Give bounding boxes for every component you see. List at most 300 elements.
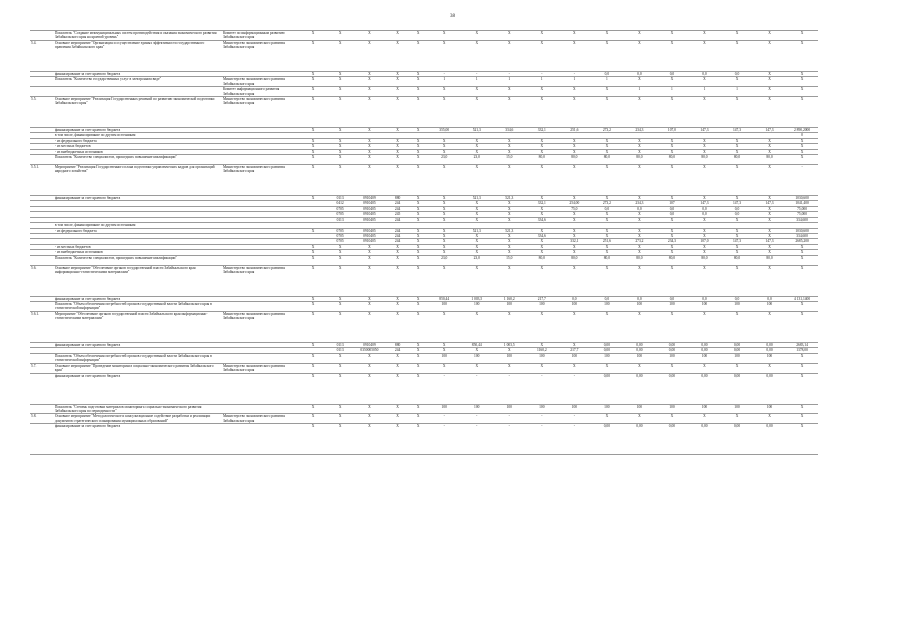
value-cell: 0,00: [753, 348, 786, 353]
value-cell: Х: [352, 72, 387, 77]
value-cell: 0,00: [688, 348, 721, 353]
value-cell: 234,3: [656, 239, 689, 244]
value-cell: Х: [526, 228, 559, 233]
value-cell: -: [526, 414, 559, 424]
row-number-cell: [30, 404, 54, 414]
value-cell: Х: [656, 77, 689, 87]
value-cell: 23,0: [460, 255, 493, 265]
value-cell: Х: [786, 144, 819, 149]
value-cell: 100: [460, 301, 493, 311]
value-cell: 1: [591, 77, 624, 87]
value-cell: Х: [688, 77, 721, 87]
value-cell: Х: [460, 201, 493, 206]
value-cell: Х: [408, 311, 428, 342]
value-cell: Х: [428, 311, 461, 342]
value-cell: Х: [558, 244, 591, 249]
value-cell: Х: [408, 239, 428, 244]
value-cell: Х: [591, 165, 624, 196]
value-cell: Х: [460, 239, 493, 244]
value-cell: Х: [352, 255, 387, 265]
value-cell: Х: [387, 72, 409, 77]
value-cell: 850,44: [428, 296, 461, 301]
value-cell: Х: [428, 265, 461, 296]
value-cell: Х: [753, 228, 786, 233]
table-row: [30, 424, 877, 455]
value-cell: Х: [408, 265, 428, 296]
value-cell: 244: [387, 233, 409, 238]
value-cell: Х: [352, 77, 387, 87]
value-cell: 100: [558, 404, 591, 414]
value-cell: 100: [623, 404, 656, 414]
value-cell: 0910405: [352, 228, 387, 233]
value-cell: 100: [493, 301, 526, 311]
value-cell: Х: [721, 138, 754, 143]
value-cell: Х: [656, 217, 689, 222]
value-cell: Х: [753, 165, 786, 196]
value-cell: Х: [408, 72, 428, 77]
value-cell: Х: [328, 244, 352, 249]
value-cell: 0,0: [721, 206, 754, 211]
value-cell: Х: [352, 311, 387, 342]
value-cell: 0910405: [352, 212, 387, 217]
value-cell: Х: [408, 348, 428, 353]
value-cell: Х: [558, 31, 591, 41]
value-cell: Х: [352, 296, 387, 301]
value-cell: Х: [688, 97, 721, 128]
value-cell: Х: [753, 206, 786, 211]
value-cell: Х: [408, 244, 428, 249]
value-cell: Х: [298, 244, 328, 249]
value-cell: Х: [328, 72, 352, 77]
value-cell: 0910405: [352, 201, 387, 206]
page-number: 38: [450, 14, 455, 19]
value-cell: Х: [623, 165, 656, 196]
value-cell: 0910405: [352, 206, 387, 211]
value-cell: 75,000: [786, 206, 819, 211]
value-cell: 0,00: [656, 342, 689, 347]
value-cell: Х: [298, 144, 328, 149]
value-cell: Х: [526, 250, 559, 255]
value-cell: Х: [753, 363, 786, 373]
value-cell: Х: [328, 97, 352, 128]
value-cell: 1: [688, 87, 721, 97]
row-name-cell: Показатель "Объем обеспечения потребностей органов государственной власти Забайкальского края в статистической информации": [54, 301, 222, 311]
value-cell: Х: [688, 363, 721, 373]
value-cell: Х: [753, 233, 786, 238]
table-row: [30, 77, 877, 87]
value-cell: Х: [753, 311, 786, 342]
value-cell: 334,6: [526, 233, 559, 238]
value-cell: Х: [298, 353, 328, 363]
value-cell: Х: [786, 265, 819, 296]
value-cell: 0350005050: [352, 348, 387, 353]
value-cell: Х: [387, 149, 409, 154]
value-cell: -: [526, 424, 559, 455]
value-cell: Х: [460, 363, 493, 373]
executor-cell: Комитет по информационным развитию Забайкальского края: [222, 31, 298, 41]
value-cell: 80,0: [526, 255, 559, 265]
value-cell: Х: [428, 165, 461, 196]
value-cell: 100: [656, 404, 689, 414]
value-cell: Х: [721, 250, 754, 255]
row-name-cell: Показатель "Степень подготовки материалов мониторинга социально-экономического развития Забайкальского края по периодичности": [54, 404, 222, 414]
row-number-cell: 5.6.1.: [30, 311, 54, 342]
value-cell: Х: [688, 414, 721, 424]
value-cell: -: [460, 424, 493, 455]
value-cell: 234,3: [623, 128, 656, 133]
value-cell: Х: [387, 31, 409, 41]
value-cell: 0910405: [352, 233, 387, 238]
row-name-cell: - из внебюджетных источников: [54, 250, 222, 255]
value-cell: 0705: [328, 206, 352, 211]
value-cell: 334,600: [786, 233, 819, 238]
value-cell: Х: [460, 206, 493, 211]
value-cell: Х: [688, 31, 721, 41]
value-cell: Х: [591, 138, 624, 143]
value-cell: Х: [428, 149, 461, 154]
value-cell: Х: [526, 149, 559, 154]
value-cell: Х: [328, 373, 352, 404]
value-cell: Х: [656, 97, 689, 128]
value-cell: 217,7: [526, 296, 559, 301]
value-cell: Х: [428, 217, 461, 222]
value-cell: Х: [526, 87, 559, 97]
row-number-cell: 5.4.: [30, 41, 54, 72]
value-cell: Х: [493, 144, 526, 149]
value-cell: Х: [493, 250, 526, 255]
value-cell: Х: [352, 155, 387, 165]
value-cell: Х: [328, 301, 352, 311]
value-cell: 0,0: [688, 296, 721, 301]
value-cell: Х: [408, 149, 428, 154]
value-cell: Х: [328, 77, 352, 87]
value-cell: Х: [352, 149, 387, 154]
value-cell: 2685,200: [786, 239, 819, 244]
value-cell: 1: [623, 87, 656, 97]
value-cell: 0113: [328, 196, 352, 201]
value-cell: Х: [428, 97, 461, 128]
value-cell: 100: [656, 353, 689, 363]
value-cell: 332,1: [526, 128, 559, 133]
value-cell: Х: [656, 138, 689, 143]
value-cell: Х: [558, 41, 591, 72]
value-cell: Х: [526, 196, 559, 201]
value-cell: Х: [387, 424, 409, 455]
value-cell: Х: [623, 138, 656, 143]
value-cell: 0,00: [623, 342, 656, 347]
value-cell: 0,0: [688, 212, 721, 217]
value-cell: Х: [558, 138, 591, 143]
table-row: [30, 373, 877, 404]
value-cell: 217,7: [558, 348, 591, 353]
value-cell: Х: [753, 97, 786, 128]
value-cell: Х: [428, 348, 461, 353]
value-cell: Х: [753, 138, 786, 143]
value-cell: Х: [328, 353, 352, 363]
value-cell: Х: [558, 311, 591, 342]
value-cell: -: [428, 424, 461, 455]
value-cell: Х: [721, 77, 754, 87]
value-cell: Х: [623, 149, 656, 154]
value-cell: 100: [623, 353, 656, 363]
value-cell: Х: [428, 41, 461, 72]
value-cell: Х: [328, 87, 352, 97]
value-cell: Х: [721, 149, 754, 154]
value-cell: Х: [298, 77, 328, 87]
value-cell: 332,1: [558, 239, 591, 244]
value-cell: 0,0: [623, 72, 656, 77]
value-cell: -: [428, 72, 461, 77]
value-cell: 4 131,1400: [786, 296, 819, 301]
executor-cell: Министерство экономического развития Забайкальского края: [222, 41, 298, 72]
table-row: [30, 31, 877, 41]
value-cell: Х: [623, 31, 656, 41]
value-cell: Х: [688, 217, 721, 222]
value-cell: 251,6: [591, 239, 624, 244]
value-cell: Х: [688, 233, 721, 238]
value-cell: Х: [493, 97, 526, 128]
executor-cell: Министерство экономического развития Забайкальского края: [222, 311, 298, 342]
row-name-cell: финансирование за счет краевого бюджета: [54, 296, 222, 301]
value-cell: Х: [591, 265, 624, 296]
value-cell: Х: [786, 255, 819, 265]
value-cell: Х: [623, 265, 656, 296]
value-cell: Х: [328, 41, 352, 72]
value-cell: 0705: [328, 212, 352, 217]
value-cell: Х: [558, 342, 591, 347]
value-cell: Х: [493, 348, 526, 353]
value-cell: 23,0: [428, 255, 461, 265]
value-cell: 880: [387, 342, 409, 347]
value-cell: 100: [428, 353, 461, 363]
value-cell: 0,0: [688, 72, 721, 77]
value-cell: Х: [753, 72, 786, 77]
value-cell: Х: [408, 342, 428, 347]
value-cell: 0,0: [721, 296, 754, 301]
value-cell: Х: [428, 228, 461, 233]
value-cell: 1041,400: [786, 201, 819, 206]
value-cell: 23,0: [460, 155, 493, 165]
value-cell: Х: [558, 250, 591, 255]
value-cell: -: [526, 373, 559, 404]
value-cell: Х: [493, 149, 526, 154]
value-cell: Х: [688, 196, 721, 201]
value-cell: 100: [493, 353, 526, 363]
value-cell: Х: [623, 363, 656, 373]
table-row: [30, 404, 877, 414]
value-cell: Х: [558, 228, 591, 233]
value-cell: Х: [298, 196, 328, 201]
value-cell: Х: [328, 414, 352, 424]
value-cell: 100: [688, 301, 721, 311]
value-cell: 0910405: [352, 217, 387, 222]
value-cell: Х: [408, 144, 428, 149]
value-cell: 244: [387, 239, 409, 244]
row-name-cell: Основное мероприятие "Проведение мониторинга социально-экономического развития Забайкальского края": [54, 363, 222, 373]
value-cell: 1: [460, 77, 493, 87]
value-cell: Х: [591, 217, 624, 222]
value-cell: 1 003,5: [460, 296, 493, 301]
value-cell: Х: [558, 265, 591, 296]
value-cell: Х: [786, 373, 819, 404]
value-cell: Х: [688, 311, 721, 342]
value-cell: Х: [493, 138, 526, 143]
value-cell: 0,0: [591, 72, 624, 77]
value-cell: 147,3: [753, 201, 786, 206]
value-cell: Х: [387, 250, 409, 255]
value-cell: Х: [753, 265, 786, 296]
value-cell: 0,00: [623, 373, 656, 404]
value-cell: Х: [387, 414, 409, 424]
value-cell: Х: [428, 87, 461, 97]
value-cell: Х: [591, 414, 624, 424]
value-cell: Х: [493, 217, 526, 222]
row-name-cell: финансирование за счет краевого бюджета: [54, 72, 222, 77]
value-cell: 0,00: [721, 342, 754, 347]
value-cell: 245: [387, 212, 409, 217]
value-cell: 107: [656, 201, 689, 206]
table-row: [30, 301, 877, 311]
value-cell: Х: [786, 155, 819, 165]
row-name-cell: - из местных бюджетов: [54, 144, 222, 149]
value-cell: 0,00: [688, 424, 721, 455]
value-cell: Х: [352, 414, 387, 424]
value-cell: 244: [387, 348, 409, 353]
value-cell: Х: [493, 363, 526, 373]
value-cell: 147,3: [721, 239, 754, 244]
row-name-cell: финансирование за счет краевого бюджета: [54, 128, 222, 133]
value-cell: 100: [591, 353, 624, 363]
value-cell: 0,0: [721, 212, 754, 217]
value-cell: Х: [786, 414, 819, 424]
executor-cell: [222, 373, 298, 404]
value-cell: Х: [408, 155, 428, 165]
value-cell: Х: [591, 244, 624, 249]
row-number-cell: [30, 31, 54, 41]
row-name-cell: финансирование за счет краевого бюджета: [54, 424, 222, 455]
value-cell: 107,0: [688, 239, 721, 244]
value-cell: 100: [688, 404, 721, 414]
value-cell: Х: [656, 311, 689, 342]
value-cell: 100: [428, 301, 461, 311]
value-cell: 244: [387, 217, 409, 222]
value-cell: 80,0: [753, 155, 786, 165]
value-cell: 80,0: [721, 155, 754, 165]
value-cell: Х: [526, 138, 559, 143]
value-cell: Х: [786, 363, 819, 373]
value-cell: Х: [408, 404, 428, 414]
value-cell: -: [493, 373, 526, 404]
value-cell: -: [558, 373, 591, 404]
value-cell: Х: [408, 301, 428, 311]
value-cell: Х: [387, 138, 409, 143]
value-cell: Х: [460, 348, 493, 353]
value-cell: Х: [526, 265, 559, 296]
table-row: [30, 353, 877, 363]
value-cell: -: [460, 414, 493, 424]
value-cell: Х: [656, 31, 689, 41]
value-cell: Х: [721, 144, 754, 149]
value-cell: 147,3: [688, 201, 721, 206]
value-cell: Х: [558, 87, 591, 97]
value-cell: Х: [352, 165, 387, 196]
value-cell: 1: [493, 77, 526, 87]
value-cell: 23,0: [428, 155, 461, 165]
value-cell: 75,000: [786, 212, 819, 217]
value-cell: Х: [387, 301, 409, 311]
value-cell: Х: [428, 144, 461, 149]
value-cell: Х: [408, 212, 428, 217]
executor-cell: [222, 353, 298, 363]
value-cell: Х: [786, 311, 819, 342]
value-cell: Х: [721, 196, 754, 201]
value-cell: Х: [526, 97, 559, 128]
row-number-cell: [30, 87, 54, 97]
value-cell: Х: [408, 201, 428, 206]
value-cell: 521,3: [493, 228, 526, 233]
value-cell: 0,00: [656, 348, 689, 353]
value-cell: Х: [493, 41, 526, 72]
value-cell: Х: [328, 250, 352, 255]
row-name-cell: - из внебюджетных источников: [54, 149, 222, 154]
executor-cell: [222, 424, 298, 455]
value-cell: Х: [591, 97, 624, 128]
value-cell: 0113: [328, 342, 352, 347]
value-cell: 0,00: [688, 373, 721, 404]
value-cell: Х: [786, 97, 819, 128]
value-cell: 100: [753, 301, 786, 311]
value-cell: 273,2: [623, 239, 656, 244]
value-cell: Х: [328, 265, 352, 296]
value-cell: Х: [526, 244, 559, 249]
value-cell: Х: [591, 41, 624, 72]
value-cell: Х: [786, 31, 819, 41]
value-cell: Х: [656, 196, 689, 201]
value-cell: 2683,14: [786, 342, 819, 347]
value-cell: 0,0: [591, 296, 624, 301]
value-cell: -: [526, 72, 559, 77]
value-cell: -: [493, 72, 526, 77]
value-cell: 100: [721, 353, 754, 363]
row-number-cell: 5.5.1.: [30, 165, 54, 196]
value-cell: Х: [328, 128, 352, 133]
value-cell: Х: [428, 363, 461, 373]
row-name-cell: Мероприятие "Реализация Государственного плана подготовки управленческих кадров для организаций народного хозяйства": [54, 165, 222, 196]
table-row: [30, 255, 877, 265]
value-cell: 100: [753, 404, 786, 414]
value-cell: Х: [352, 138, 387, 143]
value-cell: Х: [408, 353, 428, 363]
value-cell: 0113: [328, 348, 352, 353]
value-cell: Х: [387, 97, 409, 128]
value-cell: Х: [558, 149, 591, 154]
value-cell: Х: [526, 41, 559, 72]
value-cell: 0,00: [591, 348, 624, 353]
value-cell: -: [460, 72, 493, 77]
value-cell: -: [428, 414, 461, 424]
value-cell: Х: [298, 255, 328, 265]
value-cell: Х: [460, 217, 493, 222]
value-cell: Х: [387, 265, 409, 296]
value-cell: 0,00: [591, 424, 624, 455]
value-cell: Х: [328, 31, 352, 41]
value-cell: Х: [753, 217, 786, 222]
value-cell: Х: [387, 244, 409, 249]
value-cell: Х: [387, 77, 409, 87]
value-cell: Х: [753, 414, 786, 424]
value-cell: Х: [298, 97, 328, 128]
value-cell: 80,0: [623, 155, 656, 165]
